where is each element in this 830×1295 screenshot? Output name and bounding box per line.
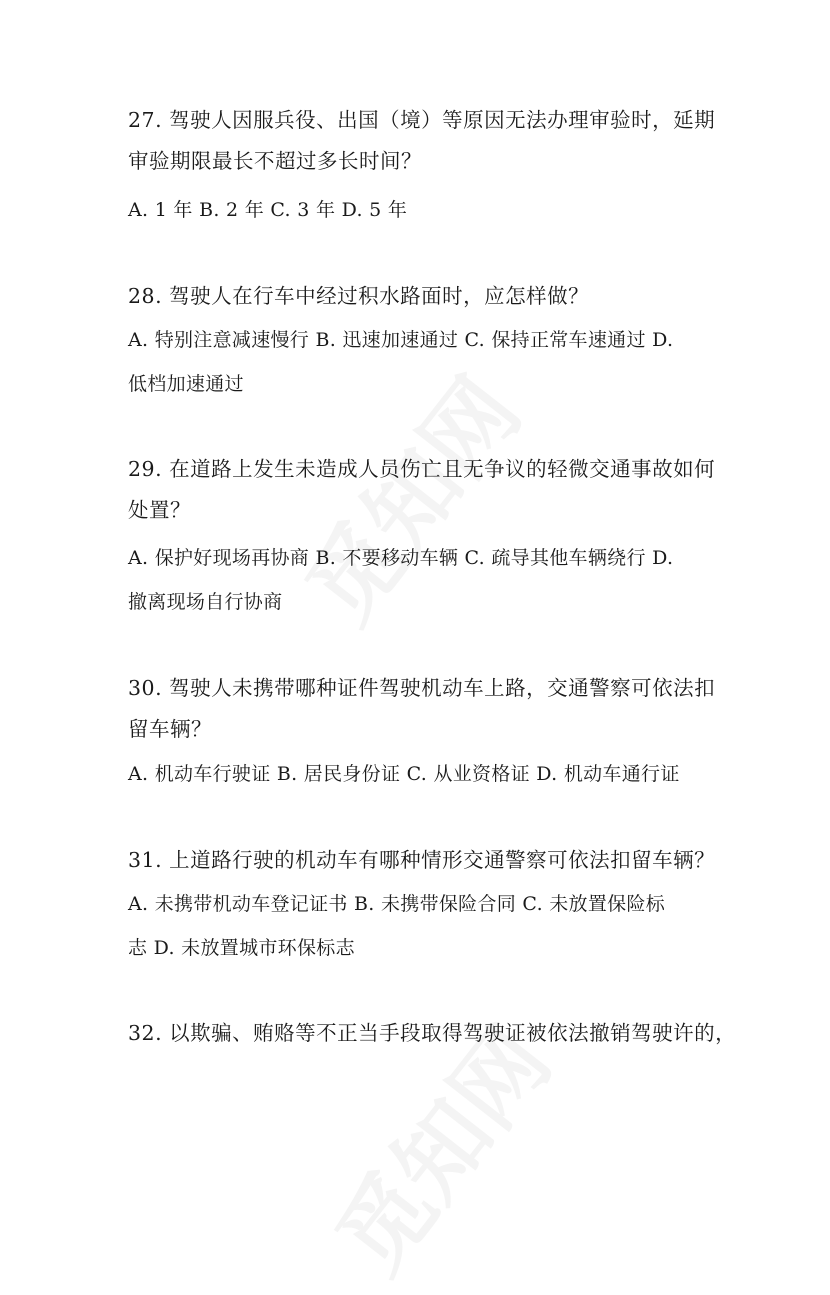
question-line: 处置？ [128,498,191,522]
question-31-text [128,840,728,881]
options-line: 撤离现场自行协商 [128,591,283,613]
question-line: 30. 驾驶人未携带哪种证件驾驶机动车上路，交通警察可依法扣 [128,676,716,700]
question-line: 29. 在道路上发生未造成人员伤亡且无争议的轻微交通事故如何 [128,457,716,481]
options-line: 低档加速通过 [128,373,244,395]
question-line: 27. 驾驶人因服兵役、出国（境）等原因无法办理审验时，延期 [128,108,716,132]
options-line: A. 保护好现场再协商 B. 不要移动车辆 C. 疏导其他车辆绕行 D. [128,547,674,569]
options-line: A. 特别注意减速慢行 B. 迅速加速通过 C. 保持正常车速通过 D. [128,329,674,351]
question-27-text [128,100,728,182]
options-line: 志 D. 未放置城市环保标志 [128,937,355,959]
question-line: 31. 上道路行驶的机动车有哪种情形交通警察可依法扣留车辆？ [128,848,716,872]
options-line: A. 1 年 B. 2 年 C. 3 年 D. 5 年 [128,199,408,221]
question-28-text [128,276,728,317]
question-line: 32. 以欺骗、贿赂等不正当手段取得驾驶证被依法撤销驾驶许的， [128,1021,737,1045]
question-30-text [128,668,728,750]
question-line: 28. 驾驶人在行车中经过积水路面时，应怎样做？ [128,284,590,308]
question-29-options [128,536,728,624]
options-line: A. 机动车行驶证 B. 居民身份证 C. 从业资格证 D. 机动车通行证 [128,763,680,785]
options-line: A. 未携带机动车登记证书 B. 未携带保险合同 C. 未放置保险标 [128,893,666,915]
question-27-options [128,188,728,232]
question-29-text [128,449,728,531]
question-32-text [128,1013,737,1054]
question-line: 留车辆？ [128,717,212,741]
question-30-options [128,752,728,796]
question-line: 审验期限最长不超过多长时间？ [128,149,422,173]
question-31-options [128,882,728,970]
question-28-options [128,318,728,406]
